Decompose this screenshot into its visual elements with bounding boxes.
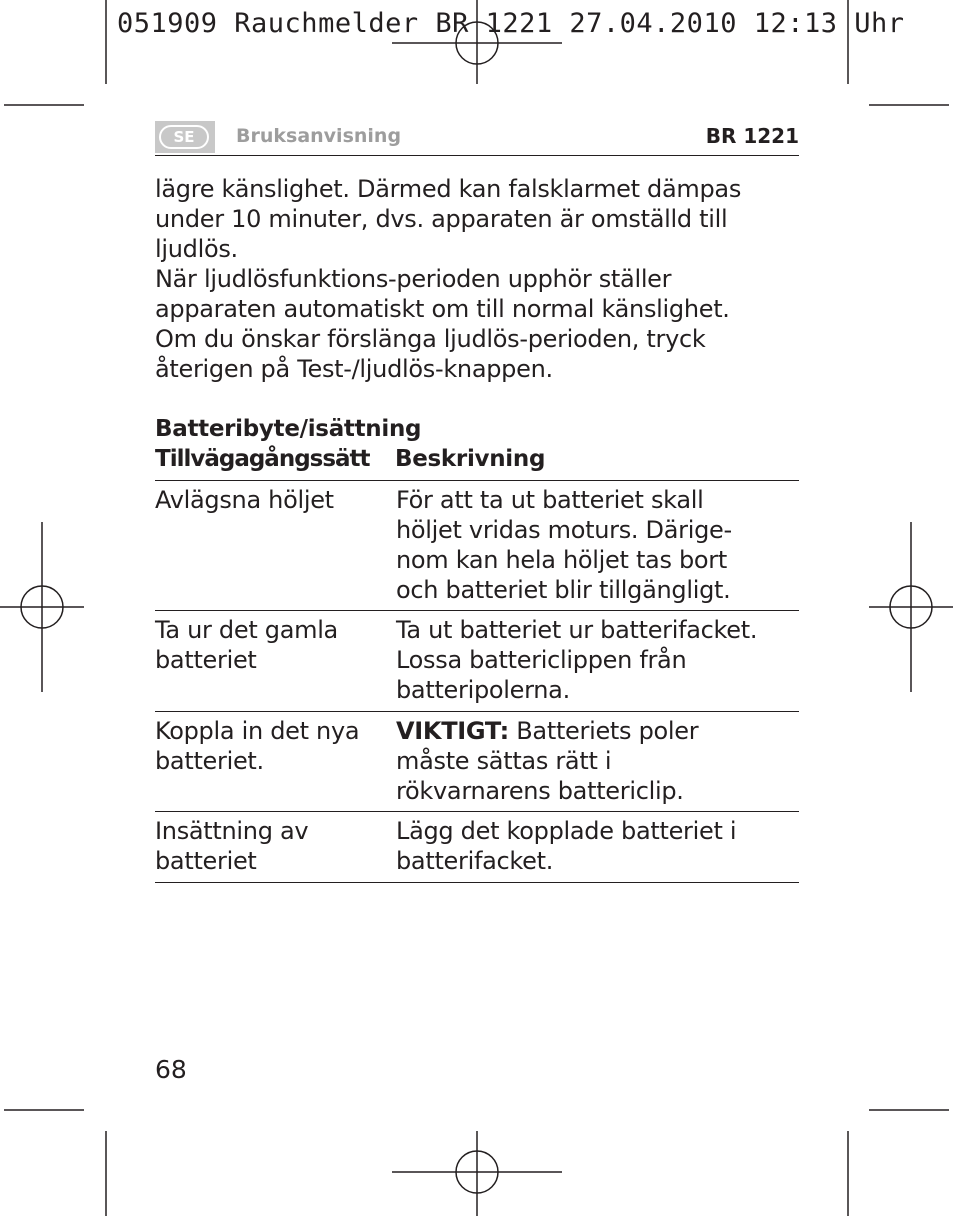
step-cell [155,615,390,675]
battery-table [155,481,799,883]
running-header [155,121,799,156]
description-cell [396,485,799,605]
description-line: batteripolerna. [396,676,570,704]
table-row [155,712,799,812]
description-line [396,716,799,746]
table-header [155,444,799,481]
important-label: VIKTIGT: [396,717,509,745]
description-cell [396,816,799,876]
table-row [155,481,799,611]
text-line: återigen på Test-/ljudlös-knappen. [155,355,553,383]
model-number: BR 1221 [705,124,799,148]
description-line: För att ta ut batteriet skall [396,486,704,514]
description-line: Lossa battericlippen från [396,646,687,674]
description-line: batterifacket. [396,847,554,875]
step-line: batteriet [155,646,257,674]
step-line: Insättning av [155,817,309,845]
text-line: Om du önskar förslänga ljudlös-perioden, tryck [155,325,706,353]
step-cell [155,485,390,515]
text-line: under 10 minuter, dvs. apparaten är omställd till [155,205,728,233]
description-line: höljet vridas moturs. Därige- [396,516,732,544]
step-cell [155,816,390,876]
registration-mark-bottom [392,1131,562,1216]
language-code: SE [159,125,209,149]
step-line: Ta ur det gamla [155,616,338,644]
table-row [155,611,799,712]
crop-mark-bottom-right [848,1110,949,1216]
description-line: rökvarnarens battericlip. [396,777,684,805]
text-line: När ljudlösfunktions-perioden upphör ställer [155,265,672,293]
section-label: Bruksanvisning [236,125,402,147]
description-line: Lägg det kopplade batteriet i [396,817,737,845]
step-line: batteriet [155,847,257,875]
step-cell [155,716,390,776]
page-number: 68 [155,1055,187,1084]
print-slug: 051909 Rauchmelder BR 1221 27.04.2010 12:13 Uhr [117,8,905,39]
description-text: Batteriets poler [508,717,699,745]
column-header-description: Beskrivning [395,446,546,472]
registration-mark-top [392,0,562,84]
intro-paragraph [155,174,799,384]
text-line: ljudlös. [155,235,238,263]
step-line: Koppla in det nya [155,717,360,745]
language-badge [155,121,215,153]
step-line: Avlägsna höljet [155,486,334,514]
registration-mark-left [0,522,84,692]
section-heading: Batteribyte/isättning [155,416,422,442]
description-line: Ta ut batteriet ur batterifacket. [396,616,758,644]
crop-mark-top-right [848,0,949,105]
crop-mark-bottom-left [4,1110,106,1216]
crop-mark-top-left [4,0,106,105]
text-line: lägre känslighet. Därmed kan falsklarmet dämpas [155,175,742,203]
description-line: nom kan hela höljet tas bort [396,546,727,574]
table-row [155,812,799,883]
step-line: batteriet. [155,747,264,775]
description-line: måste sättas rätt i [396,747,612,775]
column-header-step: Tillvägagångssätt [155,446,370,472]
description-cell [396,615,799,705]
description-cell [396,716,799,806]
text-line: apparaten automatiskt om till normal känslighet. [155,295,730,323]
description-line: och batteriet blir tillgängligt. [396,576,731,604]
registration-mark-right [869,522,953,692]
